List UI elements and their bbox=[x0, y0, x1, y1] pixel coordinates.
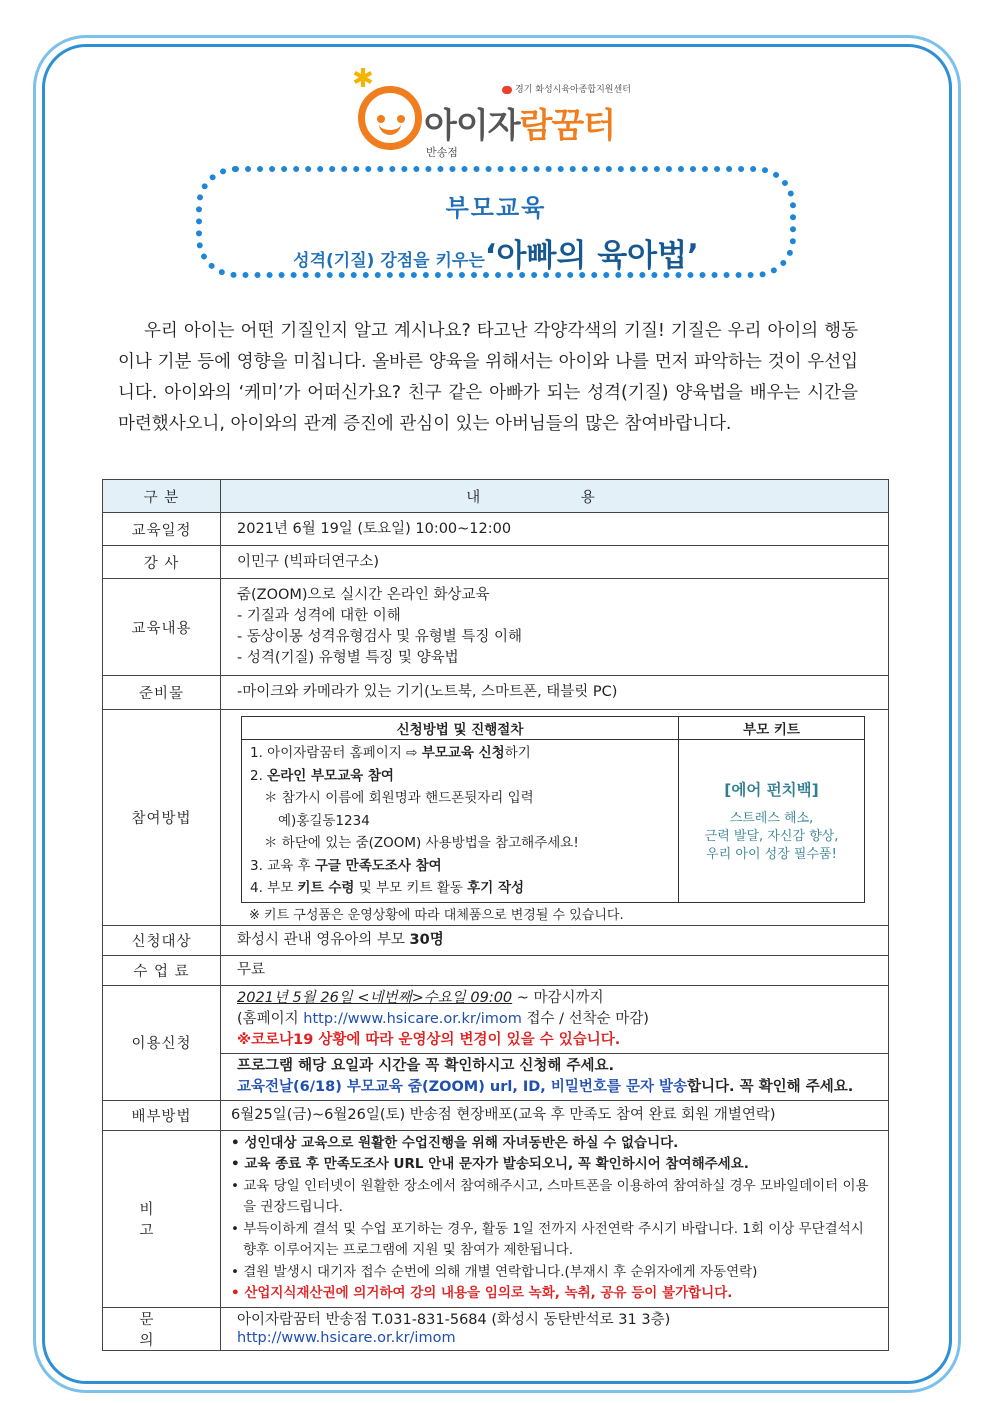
header-value: 내 용 bbox=[221, 480, 889, 513]
kit-info: [에어 펀치백] 스트레스 해소, 근력 발달, 자신감 향상, 우리 아이 성장 필수품! bbox=[679, 740, 865, 903]
org-logo-icon bbox=[502, 86, 512, 94]
star-icon: ✱ bbox=[352, 64, 374, 94]
kit-note: ※ 키트 구성품은 운영상황에 따라 대체품으로 변경될 수 있습니다. bbox=[249, 907, 624, 923]
row-content: 교육내용 줌(ZOOM)으로 실시간 온라인 화상교육 - 기질과 성격에 대한 이해 - 동상이몽 성격유형검사 및 유형별 특징 이해 - 성격(기질) 유형별 특징 및 양육법 bbox=[103, 579, 889, 676]
kit-col-head: 부모 키트 bbox=[679, 717, 865, 740]
org-name: 경기 화성시육아종합지원센터 bbox=[502, 82, 631, 95]
step-4: 4. 부모 키트 수령 및 부모 키트 활동 후기 작성 bbox=[250, 880, 525, 896]
mouth bbox=[379, 123, 401, 135]
header-label: 구 분 bbox=[103, 480, 221, 513]
info-table bbox=[102, 479, 889, 1351]
title-main: 부모교육 bbox=[445, 194, 547, 222]
logo-branch: 반송점 bbox=[426, 146, 458, 159]
row-target: 신청대상 화성시 관내 영유아의 부모 30명 bbox=[103, 925, 889, 955]
method-steps bbox=[242, 740, 679, 903]
list-item: • 결원 발생시 대기자 접수 순번에 의해 개별 연락합니다.(부재시 후 순위자에게 자동연락) bbox=[229, 1262, 880, 1284]
row-lecturer: 강 사 이민구 (빅파더연구소) bbox=[103, 546, 889, 579]
logo bbox=[352, 66, 642, 166]
row-apply: 이용신청 2021년 5월 26일 <네번째>수요일 09:00 ~ 마감시까지 (홈페이지 http://www.hsicare.or.kr/imom 접수 / 선착순 마감) ※코로나19 상황에 따라 운영상의 변경이 있을 수 있습니다. 프로그램 해당 요일과 시간을 꼭 확인하시고 신청해 주세요. 교육전날(6/18) 부모교육 줌(ZOOM) url, ID, 비밀번호를 문자 발송합니다. 꼭 확인해 주세요. bbox=[103, 985, 889, 1100]
eye-right bbox=[397, 115, 405, 123]
title-sub: 성격(기질) 강점을 키우는‘아빠의 육아법’ bbox=[293, 238, 699, 274]
list-item: • 성인대상 교육으로 원활한 수업진행을 위해 자녀동반은 하실 수 없습니다. bbox=[229, 1133, 880, 1155]
method-table bbox=[241, 716, 865, 903]
apply-deadline: 2021년 5월 26일 <네번째>수요일 09:00 bbox=[237, 989, 513, 1006]
list-item: • 부득이하게 결석 및 수업 포기하는 경우, 활동 1일 전까지 사전연락 주시기 바랍니다. 1회 이상 무단결석시 향후 이루어지는 프로그램에 지원 및 참여가 제한됩니다. bbox=[229, 1219, 880, 1262]
row-dist: 배부방법 6월25일(금)~6월26일(토) 반송점 현장배포(교육 후 만족도 참여 완료 회원 개별연락) bbox=[103, 1100, 889, 1130]
covid-notice: ※코로나19 상황에 따라 운영상의 변경이 있을 수 있습니다. bbox=[237, 1031, 621, 1048]
list-item: • 교육 당일 인터넷이 원활한 장소에서 참여해주시고, 스마트폰을 이용하여 참여하실 경우 모바일데이터 이용을 권장드립니다. bbox=[229, 1176, 880, 1219]
smiley-face-icon bbox=[358, 86, 422, 150]
logo-name: 아이자람꿈터 bbox=[424, 106, 616, 146]
remarks-list bbox=[229, 1131, 880, 1307]
list-item: • 교육 종료 후 만족도조사 URL 안내 문자가 발송되오니, 꼭 확인하시어 참여해주세요. bbox=[229, 1154, 880, 1176]
table-header-row bbox=[103, 480, 889, 513]
intro-text: 우리 아이는 어떤 기질인지 알고 계시나요? 타고난 각양각색의 기질! 기질은 우리 아이의 행동이나 기분 등에 영향을 미칩니다. 올바른 양육을 위해서는 아이와 나를 먼저 파악하는 것이 우선입니다. 아이와의 ‘케미’가 어떠신가요? 친구 같은 아빠가 되는 성격(기질) 양육법을 배우는 시간을 마련했사오니, 아이와의 관계 증진에 관심이 있는 아버님들의 많은 참여바랍니다. bbox=[118, 321, 858, 434]
row-remarks: 비 고 • 성인대상 교육으로 원활한 수업진행을 위해 자녀동반은 하실 수 없습니다. • 교육 종료 후 만족도조사 URL 안내 문자가 발송되오니, 꼭 확인하시어 참여해주세요. • 교육 당일 인터넷이 원활한 장소에서 참여해주시고, 스마트폰을 이용하여 참여하실 경우 모바일데이터 이용을 권장드립니다. • 부득이하게 결석 및 수업 포기하는 경우, 활동 1일 전까지 사전연락 주시기 바랍니다. 1회 이상 무단결석시 향후 이루어지는 프로그램에 지원 및 참여가 제한됩니다. • 결원 발생시 대기자 접수 순번에 의해 개별 연락합니다.(부재시 후 순위자에게 자동연락) • 산업지식재산권에 의거하여 강의 내용을 임의로 녹화, 녹취, 공유 등이 불가합니다. bbox=[103, 1130, 889, 1307]
step-2-note-2: ＊ 하단에 있는 줌(ZOOM) 사용방법을 참고해주세요! bbox=[264, 835, 579, 851]
row-method: 참여방법 신청방법 및 진행절차 부모 키트 1. 아이자람꿈터 홈페이지 ⇨ 부모교육 신청하기 2. 온라인 부모교육 참여 ＊ 참가시 이름에 회원명과 핸드폰뒷자리 입력 예)홍길동1234 ＊ 하단에 있는 줌(ZOOM) 사용방법을 참고해주세요! 3. 교육 후 구글 만족도조사 참여 4. 부모 키트 수령 및 부모 키트 활동 후기 작성 [에어 펀치백] 스트레스 해소, 근력 발달, 자신감 향상, 우리 아이 성장 필수품! ※ 키트 구성품은 운영상황에 따라 대체품으로 변경될 수 있습니다. bbox=[103, 710, 889, 926]
eye-left bbox=[377, 115, 385, 123]
homepage-link[interactable]: http://www.hsicare.or.kr/imom bbox=[303, 1010, 522, 1027]
row-fee: 수 업 료 무료 bbox=[103, 955, 889, 985]
row-prep: 준비물 -마이크와 카메라가 있는 기기(노트북, 스마트폰, 태블릿 PC) bbox=[103, 676, 889, 710]
row-date: 교육일정 2021년 6월 19일 (토요일) 10:00~12:00 bbox=[103, 513, 889, 546]
contact-link[interactable]: http://www.hsicare.or.kr/imom bbox=[237, 1329, 456, 1346]
step-2-note-1: ＊ 참가시 이름에 회원명과 핸드폰뒷자리 입력 bbox=[264, 790, 534, 806]
method-col-head: 신청방법 및 진행절차 bbox=[242, 717, 679, 740]
list-item: • 산업지식재산권에 의거하여 강의 내용을 임의로 녹화, 녹취, 공유 등이 불가합니다. bbox=[229, 1283, 880, 1305]
apply-check: 프로그램 해당 요일과 시간을 꼭 확인하시고 신청해 주세요. bbox=[237, 1057, 615, 1074]
step-1: 1. 아이자람꿈터 홈페이지 ⇨ 부모교육 신청하기 bbox=[250, 745, 531, 761]
row-contact: 문 의 아이자람꿈터 반송점 T.031-831-5684 (화성시 동탄반석로 31 3층) http://www.hsicare.or.kr/imom bbox=[103, 1307, 889, 1350]
step-2: 2. 온라인 부모교육 참여 bbox=[250, 767, 394, 784]
zoom-notice: 교육전날(6/18) 부모교육 줌(ZOOM) url, ID, 비밀번호를 문자 발송 bbox=[237, 1078, 688, 1095]
step-2-note-1b: 예)홍길동1234 bbox=[278, 812, 370, 829]
title-box bbox=[196, 166, 796, 278]
step-3: 3. 교육 후 구글 만족도조사 참여 bbox=[250, 857, 442, 874]
